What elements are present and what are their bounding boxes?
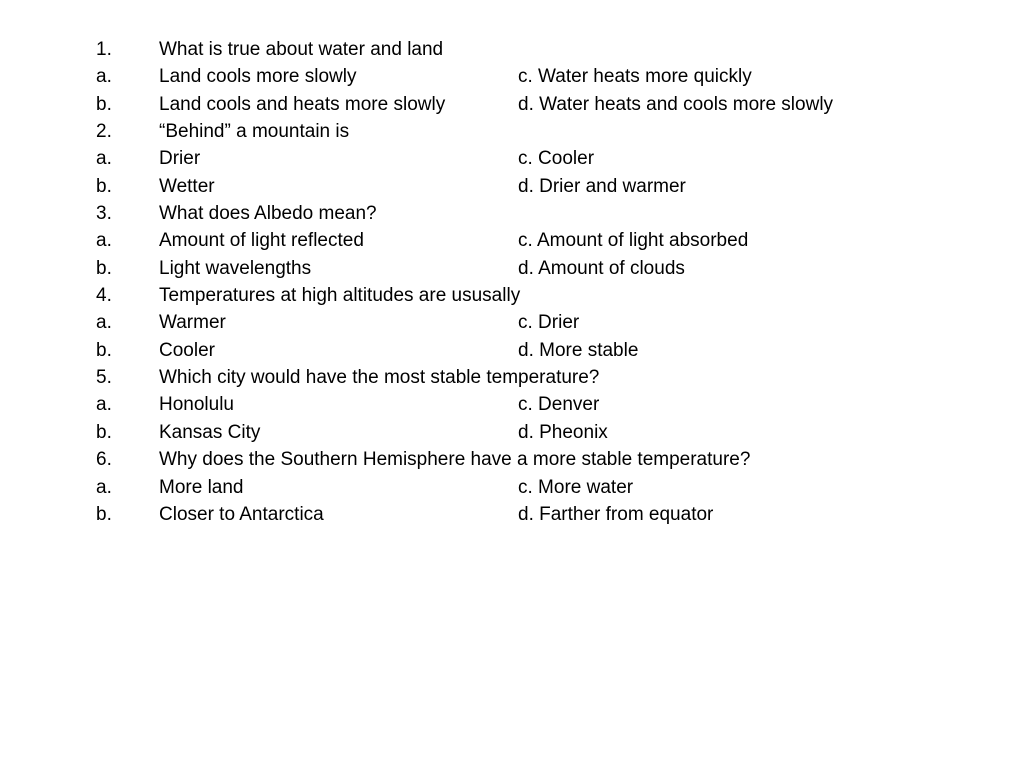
- option-text: Closer to Antarctica: [159, 503, 324, 525]
- quiz-list: [96, 36, 936, 528]
- question-2: [96, 118, 936, 145]
- question-number: 5.: [96, 367, 112, 389]
- answer-row: [96, 255, 936, 282]
- question-number: 1.: [96, 39, 112, 60]
- answer-row: [96, 63, 936, 90]
- answer-row: [96, 337, 936, 364]
- option-text: More land: [159, 476, 244, 498]
- option-right: c. Drier: [518, 312, 580, 334]
- question-6: [96, 446, 936, 473]
- question-number: 2.: [96, 121, 112, 143]
- question-number: 6.: [96, 449, 112, 471]
- answer-row: [96, 474, 936, 501]
- option-marker: a.: [96, 66, 112, 88]
- option-right: c. Water heats more quickly: [518, 66, 752, 88]
- option-text: Honolulu: [159, 394, 234, 416]
- option-right: d. Pheonix: [518, 421, 608, 443]
- option-text: Drier: [159, 148, 201, 170]
- option-text: Wetter: [159, 175, 215, 197]
- answer-row: [96, 227, 936, 254]
- option-text: Amount of light reflected: [159, 230, 364, 252]
- option-marker: a.: [96, 230, 112, 252]
- answer-row: [96, 501, 936, 528]
- option-marker: b.: [96, 175, 112, 197]
- question-text: Which city would have the most stable temperature?: [159, 367, 600, 389]
- option-right: c. Amount of light absorbed: [518, 230, 749, 252]
- option-right: d. Farther from equator: [518, 503, 714, 525]
- option-marker: b.: [96, 339, 112, 361]
- option-marker: a.: [96, 476, 112, 498]
- option-right: d. Amount of clouds: [518, 257, 685, 279]
- question-1: [96, 36, 936, 63]
- answer-row: [96, 145, 936, 172]
- answer-row: [96, 173, 936, 200]
- question-4: [96, 282, 936, 309]
- option-right: d. Drier and warmer: [518, 175, 686, 197]
- answer-row: [96, 309, 936, 336]
- question-text: “Behind” a mountain is: [159, 121, 350, 143]
- question-text: Why does the Southern Hemisphere have a more stable temperature?: [159, 449, 751, 471]
- option-right: c. Denver: [518, 394, 600, 416]
- answer-row: [96, 419, 936, 446]
- option-marker: a.: [96, 312, 112, 334]
- answer-row: [96, 391, 936, 418]
- option-right: c. Cooler: [518, 148, 595, 170]
- option-text: Land cools and heats more slowly: [159, 93, 446, 115]
- option-text: Kansas City: [159, 421, 261, 443]
- option-marker: b.: [96, 93, 112, 115]
- option-marker: b.: [96, 421, 112, 443]
- question-text: Temperatures at high altitudes are ususally: [159, 285, 521, 307]
- option-marker: b.: [96, 503, 112, 525]
- question-3: [96, 200, 936, 227]
- question-5: [96, 364, 936, 391]
- option-right: c. More water: [518, 476, 634, 498]
- answer-row: [96, 91, 936, 118]
- option-right: d. More stable: [518, 339, 639, 361]
- question-text: What is true about water and land: [159, 39, 444, 60]
- option-text: Light wavelengths: [159, 257, 312, 279]
- option-right: d. Water heats and cools more slowly: [518, 93, 834, 115]
- question-number: 3.: [96, 203, 112, 225]
- option-text: Land cools more slowly: [159, 66, 357, 88]
- question-number: 4.: [96, 285, 112, 307]
- option-marker: a.: [96, 148, 112, 170]
- question-text: What does Albedo mean?: [159, 203, 377, 225]
- option-text: Cooler: [159, 339, 215, 361]
- option-marker: b.: [96, 257, 112, 279]
- option-marker: a.: [96, 394, 112, 416]
- option-text: Warmer: [159, 312, 226, 334]
